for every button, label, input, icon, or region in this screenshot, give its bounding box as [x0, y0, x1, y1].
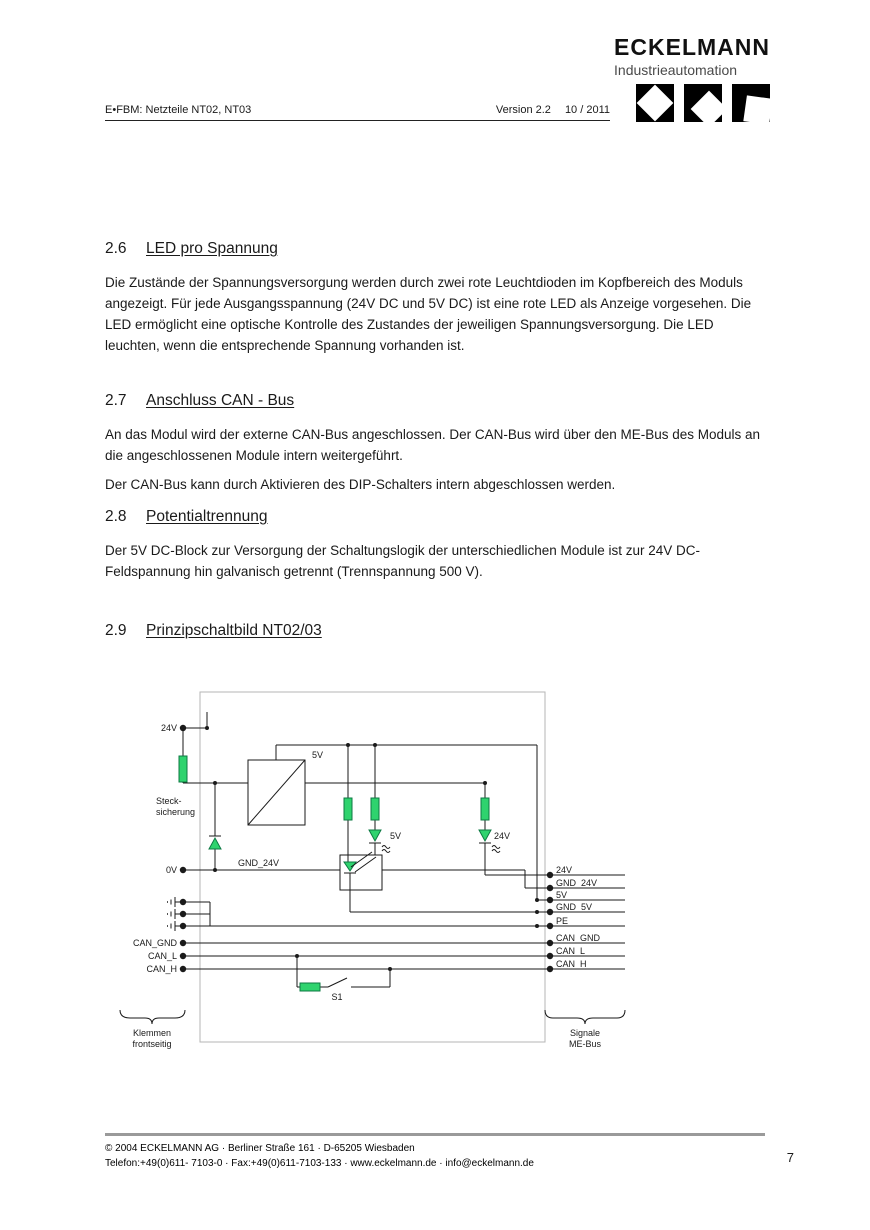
- doc-version: [496, 104, 610, 116]
- label-can-l-left: CAN_L: [147, 951, 177, 961]
- terminal-24v: [180, 725, 186, 731]
- logo-square: [732, 84, 770, 122]
- label-gnd24v-inner: GND_24V: [238, 858, 280, 868]
- s1-terminator: [300, 983, 320, 991]
- brand-name: ECKELMANN: [614, 34, 770, 60]
- led-5v-glow: [382, 846, 390, 853]
- label-brace-right-1: Signale: [569, 1028, 601, 1038]
- terminal-gnd-3: [180, 923, 186, 929]
- section-2-6: [105, 240, 770, 356]
- label-plug-fuse-1: Steck-: [156, 796, 182, 806]
- led-24v: [479, 830, 491, 841]
- label-can-gnd-left: CAN_GND: [132, 938, 177, 948]
- label-gnd5v-right: GND_5V: [556, 902, 593, 912]
- label-led-24v: 24V: [494, 831, 511, 841]
- label-24v-left: 24V: [160, 723, 177, 733]
- section-title: Prinzipschaltbild NT02/03: [146, 622, 322, 639]
- terminal-can-gnd: [180, 940, 186, 946]
- fuse-24v: [481, 798, 489, 820]
- label-pe-right: PE: [556, 916, 569, 926]
- terminal-can-h-out: [547, 966, 553, 972]
- brand-tagline: Industrieautomation: [614, 62, 738, 78]
- terminals-right: [547, 872, 553, 972]
- led-24v-glow: [492, 846, 500, 853]
- label-brace-left-1: Klemmen: [132, 1028, 172, 1038]
- section-heading: [105, 240, 770, 258]
- section-number: 2.6: [105, 240, 127, 257]
- section-2-7: [105, 392, 770, 495]
- terminal-gnd-2: [180, 911, 186, 917]
- terminal-can-h: [180, 966, 186, 972]
- section-heading: [105, 508, 770, 526]
- terminal-can-l: [180, 953, 186, 959]
- wire-s1: [297, 956, 390, 987]
- label-gnd24v-right: GND_24V: [556, 878, 598, 888]
- circuit-diagram: [100, 690, 660, 1062]
- footer-contact: Telefon:+49(0)611- 7103-0 · Fax:+49(0)611-7103-133 · www.eckelmann.de · info@eckelmann.de: [105, 1157, 534, 1169]
- section-heading: [105, 392, 770, 410]
- label-5v-rail: 5V: [312, 750, 324, 760]
- version-date: 10 / 2011: [564, 104, 610, 116]
- label-24v-right: 24V: [556, 865, 573, 875]
- brace-right: [545, 1010, 625, 1024]
- section-title: Potentialtrennung: [146, 508, 268, 525]
- terminal-pe-out: [547, 923, 553, 929]
- optocoupler: [340, 852, 382, 890]
- terminal-24v-out: [547, 872, 553, 878]
- doc-id: E•FBM: Netzteile NT02, NT03: [105, 104, 252, 116]
- logo-mark: [636, 84, 770, 122]
- footer-rule: [105, 1133, 765, 1136]
- label-5v-right: 5V: [556, 890, 568, 900]
- label-can-h-right: CAN_H: [556, 959, 587, 969]
- fuse-5v-b: [371, 798, 379, 820]
- brand-logo: [614, 36, 770, 78]
- logo-diamond: [691, 91, 722, 122]
- logo-diamond: [637, 85, 674, 122]
- paragraph: An das Modul wird der externe CAN-Bus angeschlossen. Der CAN-Bus wird über den ME-Bus des Moduls an die angeschlossenen Module intern weitergeführt.: [105, 427, 761, 463]
- label-0v: 0V: [165, 865, 177, 875]
- section-2-9: [105, 622, 770, 1067]
- footer: [105, 1142, 534, 1171]
- terminal-can-l-out: [547, 953, 553, 959]
- wire-5v-rail: [276, 745, 537, 900]
- led-5v: [369, 830, 381, 841]
- brace-left: [120, 1010, 185, 1024]
- logo-diamond: [743, 95, 770, 122]
- diode: [209, 838, 221, 849]
- logo-square: [684, 84, 722, 122]
- document-body: [105, 240, 770, 1067]
- label-led-5v: 5V: [390, 831, 402, 841]
- fuse-5v-a: [344, 798, 352, 820]
- terminal-gnd24v-out: [547, 885, 553, 891]
- paragraph: Der CAN-Bus kann durch Aktivieren des DIP-Schalters intern abgeschlossen werden.: [105, 477, 616, 492]
- section-number: 2.8: [105, 508, 127, 525]
- braces: [120, 1010, 625, 1024]
- terminal-5v-out: [547, 897, 553, 903]
- wire-24v-input: [183, 712, 248, 783]
- section-number: 2.9: [105, 622, 127, 639]
- section-title: LED pro Spannung: [146, 240, 278, 257]
- section-number: 2.7: [105, 392, 127, 409]
- dc-dc-converter: [248, 760, 305, 825]
- paragraph: Der 5V DC-Block zur Versorgung der Schaltungslogik der unterschiedlichen Module ist zur 24V DC-Feldspannung hin galvanisch getrennt (Trennspannung 500 V).: [105, 543, 701, 579]
- section-title: Anschluss CAN - Bus: [146, 392, 295, 409]
- label-can-l-right: CAN_L: [556, 946, 586, 956]
- doc-header: [105, 104, 610, 121]
- paragraph: Die Zustände der Spannungsversorgung werden durch zwei rote Leuchtdioden im Kopfbereich des Moduls angezeigt. Für jede Ausgangsspannung (24V DC und 5V DC) ist eine rote LED als Anzeige vorgesehen. Die LED ermöglicht eine optische Kontrolle des Zustandes der jeweiligen Spannungsversorgung. Die LED leuchten, wenn die entsprechende Spannung vorhanden ist.: [105, 275, 752, 353]
- page-number: 7: [786, 1150, 794, 1165]
- label-can-h-left: CAN_H: [146, 964, 177, 974]
- footer-address: © 2004 ECKELMANN AG · Berliner Straße 161 · D-65205 Wiesbaden: [105, 1143, 415, 1154]
- section-2-8: [105, 508, 770, 582]
- label-brace-left-2: frontseitig: [132, 1039, 172, 1049]
- terminal-0v: [180, 867, 186, 873]
- schematic-container: [100, 690, 770, 1067]
- wire-24v-rail: [305, 783, 485, 798]
- terminal-gnd5v-out: [547, 909, 553, 915]
- version-label: Version 2.2: [495, 104, 551, 116]
- label-can-gnd-right: CAN_GND: [556, 933, 601, 943]
- terminal-gnd-1: [180, 899, 186, 905]
- logo-square: [636, 84, 674, 122]
- label-brace-right-2: ME-Bus: [568, 1039, 602, 1049]
- section-heading: [105, 622, 770, 640]
- plug-fuse: [179, 756, 187, 782]
- label-plug-fuse-2: sicherung: [156, 807, 196, 817]
- terminal-can-gnd-out: [547, 940, 553, 946]
- label-s1: S1: [331, 992, 343, 1002]
